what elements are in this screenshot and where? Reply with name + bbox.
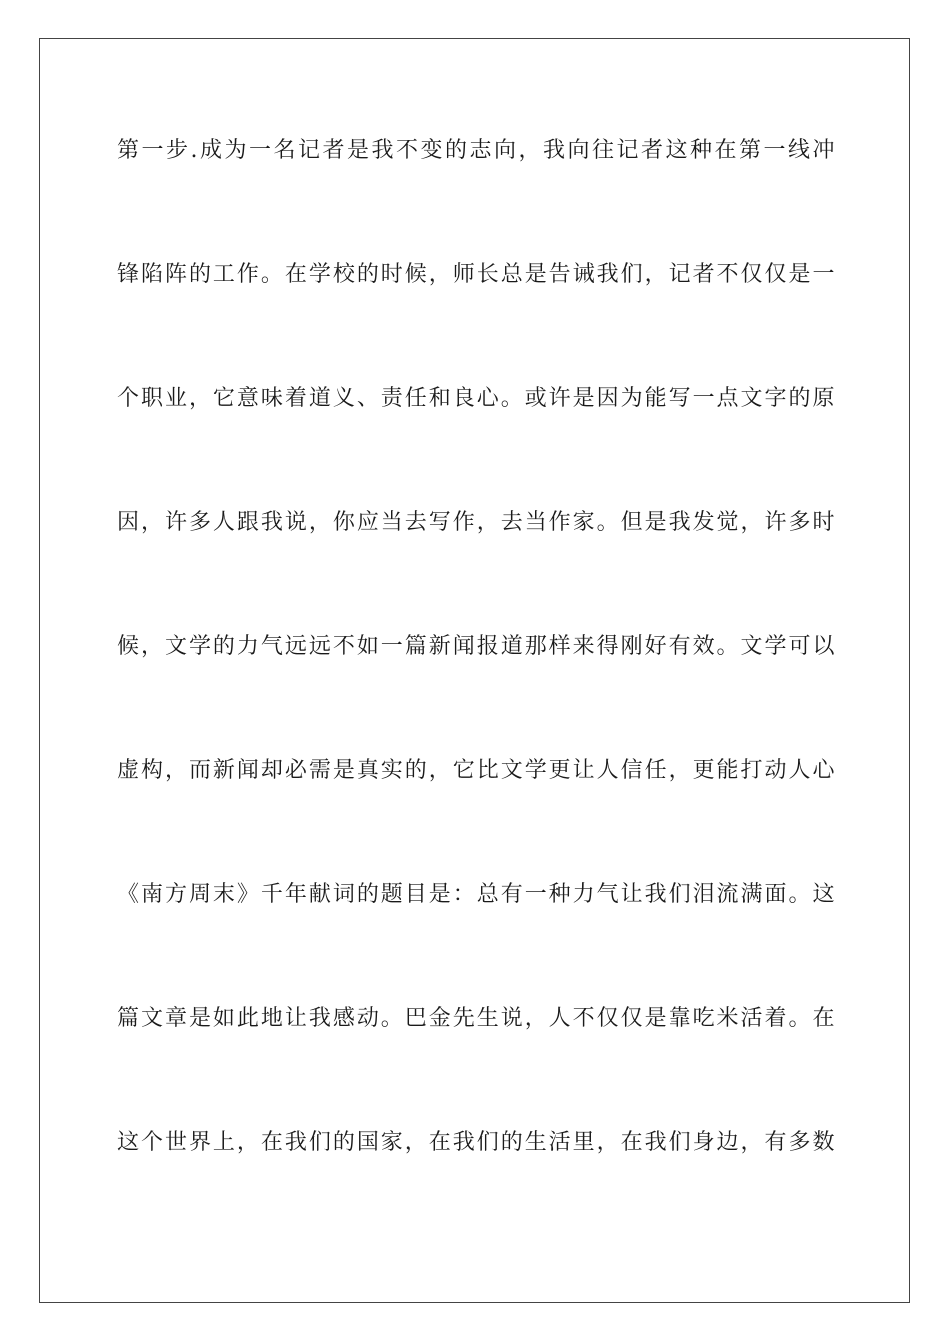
document-body	[117, 130, 835, 1246]
text-line-2: 锋陷阵的工作。在学校的时候，师长总是告诫我们，记者不仅仅是一	[117, 262, 835, 287]
text-line-1: 第一步.成为一名记者是我不变的志向，我向往记者这种在第一线冲	[117, 138, 835, 163]
text-line-5: 候，文学的力气远远不如一篇新闻报道那样来得刚好有效。文学可以	[117, 634, 835, 659]
text-line-6: 虚构，而新闻却必需是真实的，它比文学更让人信任，更能打动人心	[117, 758, 835, 783]
text-line-7: 《南方周末》千年献词的题目是：总有一种力气让我们泪流满面。这	[117, 882, 835, 907]
text-line-4: 因，许多人跟我说，你应当去写作，去当作家。但是我发觉，许多时	[117, 510, 835, 535]
text-line-8: 篇文章是如此地让我感动。巴金先生说，人不仅仅是靠吃米活着。在	[117, 1006, 835, 1031]
text-line-3: 个职业，它意味着道义、责任和良心。或许是因为能写一点文字的原	[117, 386, 835, 411]
text-line-9: 这个世界上，在我们的国家，在我们的生活里，在我们身边，有多数	[117, 1130, 835, 1155]
